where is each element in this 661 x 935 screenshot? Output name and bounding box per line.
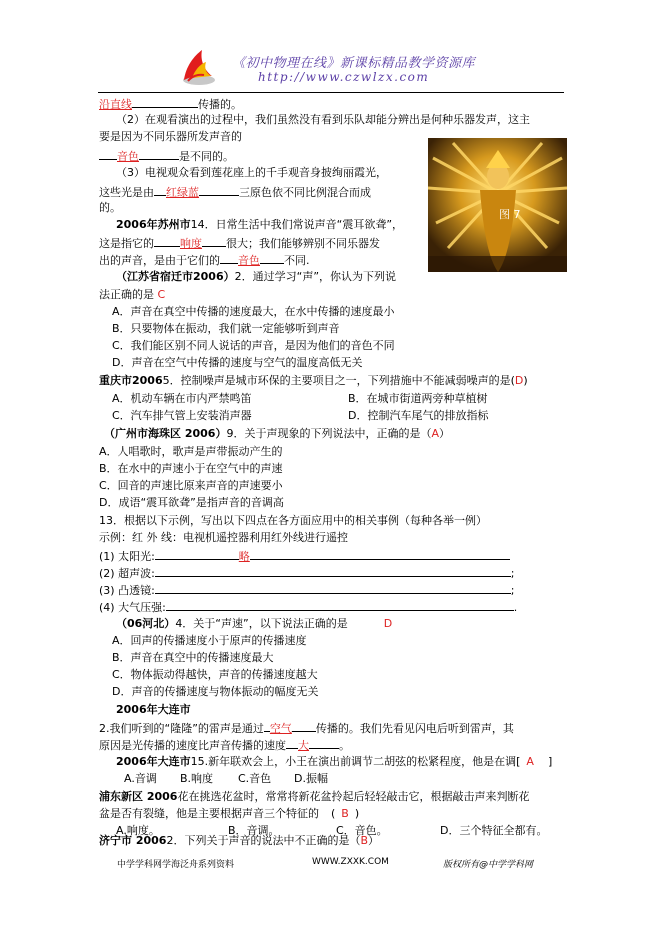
text-line: C．汽车排气管上安装消声器 [112, 409, 252, 422]
header-url: http://www.czwlzx.com [258, 70, 430, 84]
text-line: (2) 超声波: ; [99, 567, 515, 580]
text-line: 示例：红 外 线：电视机遥控器利用红外线进行遥控 [99, 531, 348, 544]
text-line: （2）在观看演出的过程中，我们虽然没有看到乐队却能分辨出是何种乐器发声，这主 [116, 113, 530, 126]
text-line: D．控制汽车尾气的排放指标 [348, 409, 489, 422]
source-label: 2006年大连市 [116, 703, 191, 716]
text-line: C．物体振动得越快，声音的传播速度越大 [112, 668, 318, 681]
source-label: （广州市海珠区 2006） [104, 427, 227, 440]
text-line: 这些光是由 红绿蓝 三原色依不同比例混合而成 [99, 186, 371, 199]
text-line: B．在水中的声速小于在空气中的声速 [99, 462, 283, 475]
text-line: 济宁市 20062．下列关于声音的说法中不正确的是（B） [99, 834, 379, 847]
source-label: （江苏省宿迁市2006） [116, 270, 235, 283]
text-line: D．声音的传播速度与物体振动的幅度无关 [112, 685, 319, 698]
answer-text: C [157, 288, 166, 301]
text-line: 原因是光传播的速度比声音传播的速度 大 。 [99, 739, 350, 752]
text-line: 2006年苏州市14．日常生活中我们常说声音“震耳欲聋”， [116, 218, 404, 231]
text-line: 法正确的是 C [99, 288, 166, 301]
source-label: 浦东新区 2006 [99, 790, 178, 803]
header-title: 《初中物理在线》新课标精品教学资源库 [232, 56, 476, 71]
answer-text: 红绿蓝 [166, 186, 199, 199]
text-line: C．回音的声速比原来声音的声速要小 [99, 479, 283, 492]
text-line: C．音色。 [336, 824, 388, 837]
answer-text: D [383, 617, 393, 630]
source-label: 2006年大连市 [116, 755, 191, 768]
text-line: （06河北）4．关于“声速”，以下说法正确的是 D [116, 617, 393, 630]
text-line: C.音色 [238, 772, 272, 785]
text-line: B．声音在真空中的传播速度最大 [112, 651, 274, 664]
answer-text: A [526, 755, 534, 768]
guanyin-photo-image [428, 138, 567, 272]
text-line: A．回声的传播速度小于原声的传播速度 [112, 634, 307, 647]
header-divider [98, 92, 564, 93]
answer-text: B [360, 834, 368, 847]
text-line: B．在城市街道两旁种草植树 [348, 392, 488, 405]
figure-label: 图 7 [499, 208, 521, 221]
text-line: A.响度。 [116, 824, 160, 837]
text-line: D．三个特征全都有。 [440, 824, 548, 837]
text-line: A．机动车辆在市内严禁鸣笛 [112, 392, 252, 405]
footer-left: 中学学科网学海泛舟系列资料 [117, 860, 235, 870]
answer-text: 响度 [180, 237, 202, 250]
text-line: B.响度 [180, 772, 214, 785]
text-line: 音色 是不同的。 [99, 148, 234, 164]
text-line: A．声音在真空中传播的速度最大，在水中传播的速度最小 [112, 305, 395, 318]
text-line: 浦东新区 2006花在挑选花盆时，常常将新花盆拎起后轻轻敲击它，根据敲击声来判断花 [99, 790, 530, 803]
text-line: 出的声音，是由于它们的 音色 不同. [99, 254, 310, 267]
text-line: (4) 大气压强: . [99, 601, 518, 614]
text-line: B．只要物体在振动，我们就一定能够听到声音 [112, 322, 340, 335]
text-line [116, 703, 191, 717]
answer-text: A [431, 427, 439, 440]
text-line: 2006年大连市15.新年联欢会上，小王在演出前调节二胡弦的松紧程度，他是在调[ A ] [116, 755, 553, 768]
source-label: 2006年苏州市 [116, 218, 191, 231]
answer-text: B [341, 807, 349, 820]
source-label: 济宁市 2006 [99, 834, 167, 847]
text-line: 重庆市20065．控制噪声是城市环保的主要项目之一，下列措施中不能减弱噪声的是(D) [99, 374, 528, 387]
text-line: (3) 凸透镜: ; [99, 584, 515, 597]
text-line: （3）电视观众看到莲花座上的千手观音身披绚丽霞光， [116, 166, 387, 179]
text-line: 2.我们听到的“隆隆”的雷声是通过 空气 传播的。我们先看见闪电后听到雷声，其 [99, 722, 514, 735]
text-line: (1) 太阳光: 略 [99, 548, 510, 564]
text-line: D．成语“震耳欲聋”是指声音的音调高 [99, 496, 284, 509]
source-label: 重庆市2006 [99, 374, 163, 387]
text-line: 盆是否有裂缝，他是主要根据声音三个特征的 ( B ) [99, 807, 360, 820]
text-line: A．人唱歌时，歌声是声带振动产生的 [99, 445, 283, 458]
text-line: C．我们能区别不同人说话的声音，是因为他们的音色不同 [112, 339, 395, 352]
footer-right: 版权所有@中学学科网 [443, 860, 534, 870]
text-line: 13．根据以下示例，写出以下四点在各方面应用中的相关事例（每种各举一例） [99, 514, 487, 527]
text-line: B．音调。 [228, 824, 280, 837]
text-line: 要是因为不同乐器所发声音的 [99, 130, 242, 143]
text-line: （江苏省宿迁市2006）2．通过学习“声”，你认为下列说 [116, 270, 397, 283]
answer-text: D [514, 374, 524, 387]
figure-thousand-hand-guanyin [428, 138, 567, 272]
text-line: 这是指它的 响度 很大；我们能够辨别不同乐器发 [99, 237, 380, 250]
text-line: （广州市海珠区 2006）9．关于声现象的下列说法中，正确的是（A） [104, 427, 450, 440]
text-line: D．声音在空气中传播的速度与空气的温度高低无关 [112, 356, 363, 369]
answer-text: 略 [238, 550, 250, 563]
text-line: 沿直线 传播的。 [99, 98, 242, 111]
answer-text: 空气 [269, 722, 292, 735]
text-line: D.振幅 [294, 772, 328, 785]
text-line: 的。 [99, 201, 121, 214]
answer-text: 音色 [117, 150, 139, 163]
answer-text: 音色 [238, 254, 260, 267]
source-label: （06河北） [116, 617, 176, 630]
answer-text: 沿直线 [99, 98, 132, 111]
site-logo-icon [178, 46, 220, 88]
answer-text: 大 [298, 739, 309, 752]
footer-center: WWW.ZXXK.COM [312, 857, 389, 867]
text-line: A.音调 [124, 772, 157, 785]
